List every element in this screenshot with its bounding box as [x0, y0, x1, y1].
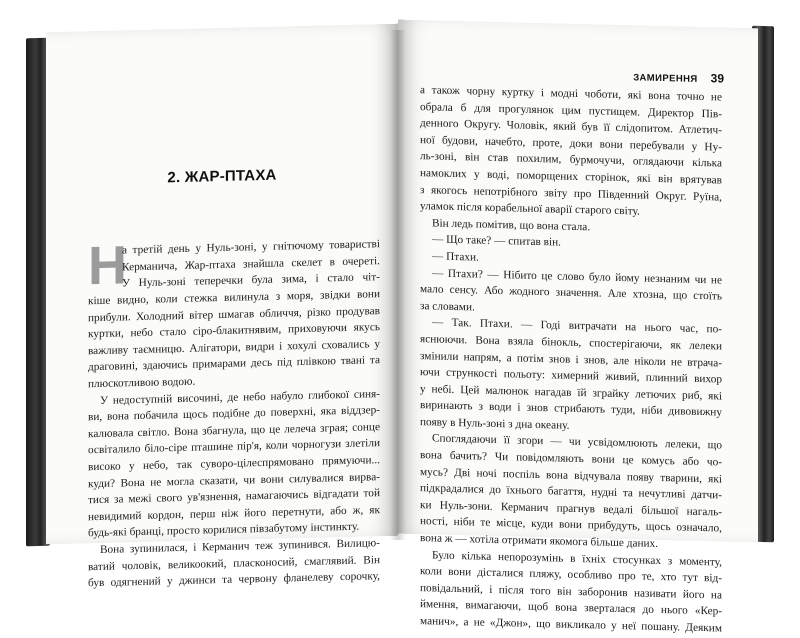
text-line: ви, вона побачила щось подібне до поверхні, яка віддзер- [88, 404, 380, 424]
text-line: плюскотливою водою. [88, 375, 196, 391]
text-line: виринають з води і знов стрибають туди, ніби дивовижну [420, 399, 722, 419]
left-page [46, 24, 398, 590]
text-line: манич», а не «Джон», що викликало у неї пошану. Деяким [420, 615, 722, 635]
text-line: Було кілька непорозумінь в їхніх стосунках з моменту, [432, 549, 722, 569]
text-line: Він ледь помітив, що вона стала. [432, 217, 591, 234]
text-line: з якогось непотрібного звіту про Південний Округ. Руїна, [420, 183, 722, 204]
book-gutter [390, 30, 406, 540]
text-line: Керманича, Жар-птаха знайшла скелет в очереті. [122, 254, 380, 274]
text-line: освіталило біло-сіре пташине пір'я, коли чорногузи злетіли [88, 437, 380, 457]
right-page-body-text [420, 82, 722, 637]
text-line: куди? Вона не могла сказати, чи вони силувалися вирва- [88, 470, 380, 490]
text-line: ючи стрункості польоту: химерний живий, плинний вихор [420, 366, 722, 386]
text-line: будь-які бранці, просто корилися півзабутому інстинкту. [88, 520, 360, 540]
running-head [633, 69, 724, 85]
text-line: був одягнений у джинси та червону фланелеву сорочку, [88, 570, 380, 590]
text-line: підкрадалися до їхнього багаття, нудні та нечутливі датчи- [420, 482, 722, 502]
text-line: у небі. Цей малюнок нагадав їй зграйку летючих риб, які [420, 382, 722, 403]
text-line: вона бачить? Чи повідомляють вони це комусь або чо- [420, 449, 722, 469]
text-line: появу в Нуль-зоні з дна океану. [420, 416, 570, 432]
text-line: — Що таке? — спитав він. [432, 233, 561, 249]
text-line: ки Нуль-зони. Керманич прагнув ведалі більшої нагаль- [420, 498, 722, 519]
text-line: — Так. Птахи. — Годі витрачати на нього час, по- [432, 316, 722, 336]
text-line: тися за межі свого ув'язнення, намагаючись відгадати той [88, 487, 380, 507]
left-page-indented-text [122, 236, 380, 292]
left-page-body-text [88, 286, 380, 592]
text-line: У недоступній височині, де небо набуло глибокої синя- [100, 387, 380, 407]
running-title: ЗАМИРЕННЯ [633, 72, 698, 85]
text-line: — Птахи? — Нібито це слово було йому незнаним чи не [432, 266, 722, 287]
text-line: мусь? Дві ночі поспіль вона відчувала появу тварини, які [420, 465, 722, 486]
text-line: ватий чоловік, великоокий, пласконосий, смаглявий. Він [88, 553, 380, 573]
text-line: яснюючи. Вона взяла бінокль, спостерігаючи, як лелеки [420, 333, 722, 353]
text-line: ної будови, начебто, проте, доки вони перебували у Ну- [420, 133, 722, 154]
text-line: уламок після корабельної аварії старого світу. [420, 200, 640, 218]
text-line: повідальний, і після того він заборонив називати його на [420, 581, 722, 602]
text-line: денного Округу. Чоловік, який був її слідопитом. Атлетич- [420, 117, 722, 137]
text-line: мало сенсу. Або жодного значення. Але хтозна, що стоїть [420, 283, 722, 303]
text-line: прибули. Холодний вітер шмагав обличчя, різко продував [88, 304, 380, 324]
text-line: коли вони дісталися пляжу, особливо про те, хто тут від- [420, 565, 722, 585]
text-line: важливу таємницю. Алігатори, видри і хохулі сховались у [88, 337, 380, 358]
text-line: ності, ніби те місце, куди вони прибудуть, щось означало, [420, 515, 722, 535]
drop-cap: Н [88, 235, 127, 297]
text-line: калювала світло. Вона збагнула, що це лелеча зграя; сонце [88, 420, 380, 441]
chapter-title: 2. ЖАР-ПТАХА [167, 166, 277, 187]
text-line: невидимий кордон, перш ніж його перетнути, або ж, як [88, 503, 380, 523]
text-line: Споглядаючи її згори — чи усвідомлюють лелеки, що [432, 432, 722, 452]
text-line: а третій день у Нуль-зоні, у гнітючому товаристві [122, 238, 380, 257]
text-line: драговині, здаючись примарами десь під плівкою твані та [88, 354, 380, 374]
text-line: вона ж — хотіла отримати якомога більше даних. [420, 532, 659, 550]
text-line: Вона зупинилася, і Керманич теж зупинився. Вилицю- [100, 537, 380, 556]
text-line: — Птахи. [432, 250, 479, 264]
text-line: високо у небо, так суворо-цілеспрямовано прямуючи... [88, 454, 380, 474]
text-line: кіше видно, коли стежка вилинула з моря, звідки вони [88, 288, 380, 308]
text-line: ймення, вимагаючи, щоб вона зверталася до нього «Кер- [420, 598, 722, 618]
text-line: намоклих у воді, поморщених сторінок, які він врятував [420, 167, 722, 187]
text-line: а також чорну куртку і модні чоботи, які вона точно не [420, 84, 722, 104]
text-line: обрала б для прогулянок цим пустищем. Директор Пів- [420, 100, 722, 121]
text-line: за словами. [420, 299, 475, 314]
text-line: змінили напрям, а потім знов і знов, але ніколи не втрача- [420, 349, 722, 370]
text-line: У Нуль-зоні теперечки була зима, і стало чіт- [122, 271, 380, 290]
text-line: ль-зоні, він став похилим, бурмочучи, оглядаючи кілька [420, 150, 722, 170]
right-page [398, 20, 758, 635]
text-line: куртки, небо стало сіро-блакитнявим, приховуючи якусь [88, 321, 380, 341]
page-number: 39 [710, 71, 724, 86]
